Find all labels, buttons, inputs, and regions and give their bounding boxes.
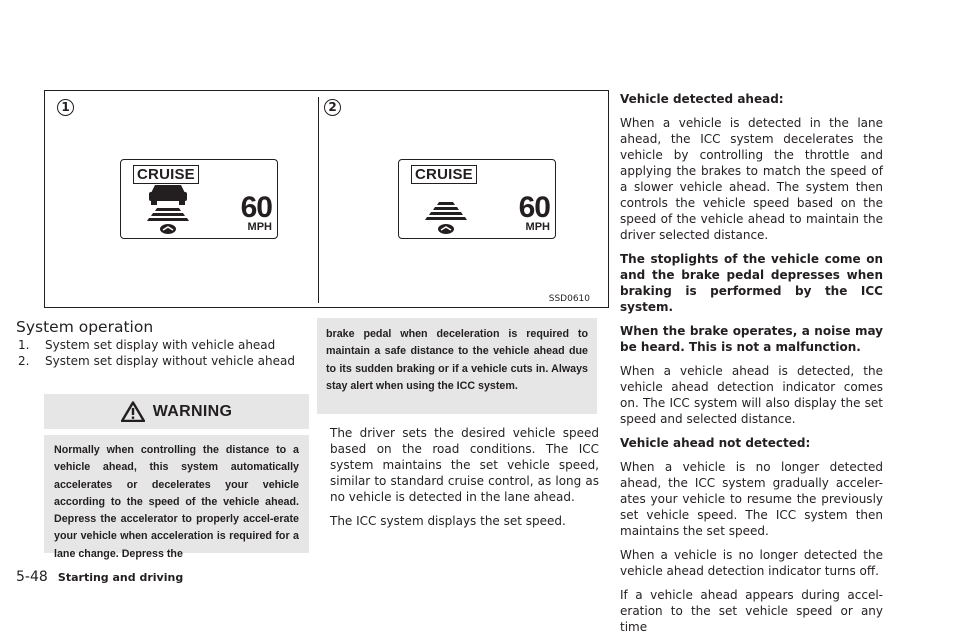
paragraph-bold: The stoplights of the vehicle come on and the brake pedal depresses when braking is performed by the ICC system. (620, 252, 883, 314)
warning-title: WARNING (152, 403, 233, 420)
display-without-vehicle-ahead (398, 159, 556, 239)
figure-legend-list (18, 337, 312, 369)
set-speed: 60 (518, 191, 550, 224)
paragraph: When a vehicle ahead is detected, the vehicle ahead detection indicator comes on. The ICC system will also display the set speed and selected distance. (620, 364, 883, 426)
speed-unit: MPH (247, 221, 272, 233)
list-item-text: System set display with vehicle ahead (45, 338, 276, 352)
display-with-vehicle-ahead (120, 159, 278, 239)
list-item-number: 1. (18, 338, 30, 352)
section-heading: System operation (16, 318, 154, 336)
warning-text-part2: brake pedal when deceleration is required to maintain a safe distance to the vehicle ahead due to its sudden braking or if a vehicle cuts in. Always stay alert when using the ICC system. (317, 318, 597, 414)
column3-text (620, 91, 883, 643)
paragraph: The ICC system displays the set speed. (330, 514, 566, 528)
panel-number-1: 1 (57, 99, 74, 116)
cruise-indicator: CRUISE (133, 165, 199, 184)
figure-divider (318, 97, 319, 303)
paragraph: When a vehicle is no longer detected the vehicle ahead detection indicator turns off. (620, 548, 883, 578)
warning-triangle-icon (121, 401, 145, 422)
paragraph-bold: When the brake operates, a noise may be heard. This is not a malfunction. (620, 324, 883, 354)
column2-text (330, 425, 599, 537)
warning-text-part1: Normally when controlling the distance to a vehicle ahead, this system automatically accelerates or decelerates your vehicle according to the speed of the vehicle ahead. Depress the accelerator to properly accel-erate your vehicle when acceleration is required for a lane change. Depress the (44, 435, 309, 553)
paragraph: When a vehicle is no longer detected ahead, the ICC system gradually acceler-ates your vehicle to resume the previously set vehicle speed. The ICC system then maintains the set speed. (620, 460, 883, 538)
cruise-indicator: CRUISE (411, 165, 477, 184)
subheading-vehicle-not-detected: Vehicle ahead not detected: (620, 436, 811, 450)
set-speed: 60 (240, 191, 272, 224)
system-display-figure (44, 90, 609, 308)
speed-unit: MPH (525, 221, 550, 233)
list-item-number: 2. (18, 354, 30, 368)
page-footer (16, 569, 183, 585)
figure-code: SSD0610 (548, 294, 590, 304)
list-item (18, 337, 312, 353)
panel-number-2: 2 (324, 99, 341, 116)
paragraph: When a vehicle is detected in the lane ahead, the ICC system decelerates the vehicle by controlling the throttle and applying the brakes to match the speed of a slower vehicle ahead. The system then controls the vehicle speed based on the speed of the vehicle ahead to maintain the driver selected distance. (620, 116, 883, 242)
list-item (18, 353, 312, 369)
vehicle-ahead-distance-icon (143, 181, 193, 236)
page-number: 5-48 (16, 569, 48, 585)
warning-header (44, 394, 309, 429)
paragraph: If a vehicle ahead appears during accel-eration to the set vehicle speed or any time (620, 588, 883, 634)
list-item-text: System set display without vehicle ahead (45, 354, 295, 368)
chapter-label: Starting and driving (57, 571, 184, 584)
distance-bars-icon (421, 198, 471, 236)
subheading-vehicle-detected: Vehicle detected ahead: (620, 92, 784, 106)
paragraph: The driver sets the desired vehicle speed based on the road conditions. The ICC system maintains the set vehicle speed, similar to standard cruise control, as long as no vehicle is detected in the lane ahead. (330, 426, 599, 504)
